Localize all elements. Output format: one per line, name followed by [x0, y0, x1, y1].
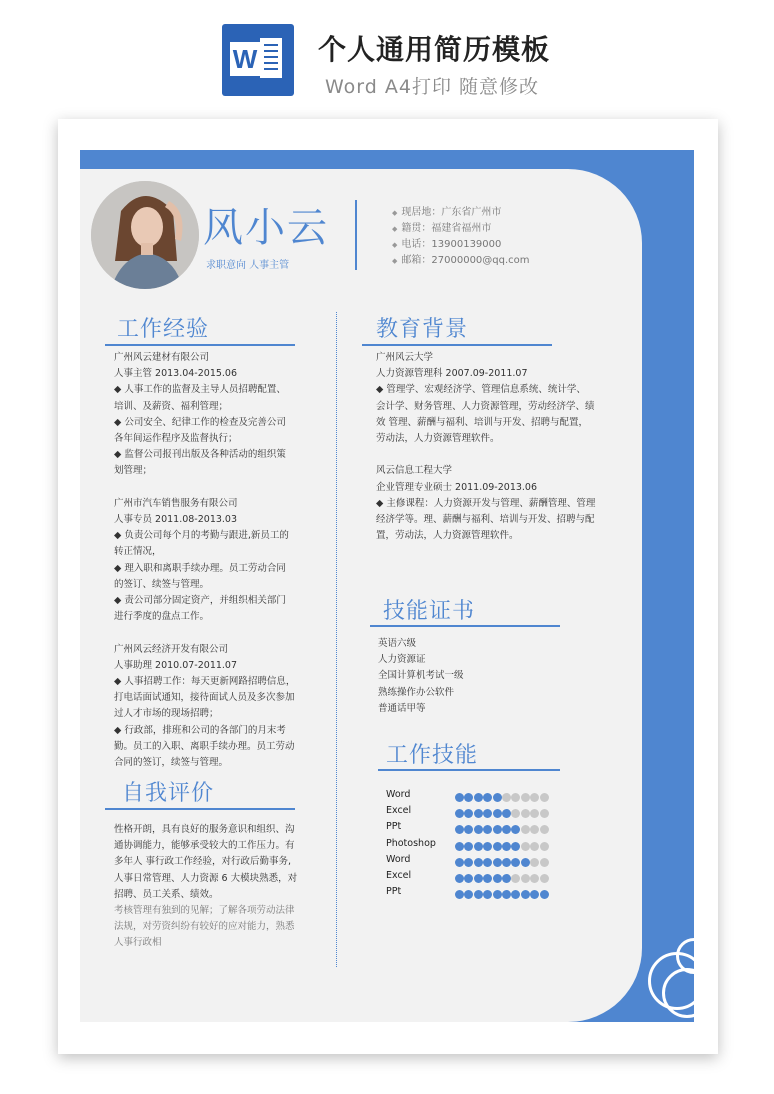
rating-dot-empty	[540, 874, 549, 883]
rating-dot-filled	[502, 874, 511, 883]
certs-content	[378, 636, 464, 717]
info-phone: ◆ 电话：13900139000	[392, 239, 502, 250]
rating-dot-empty	[540, 809, 549, 818]
page-title: 个人通用简历模板	[318, 33, 551, 66]
work-line: ◆ 负责公司每个月的考勤与跟进,新员工的	[114, 530, 289, 542]
skill-name: PPt	[386, 821, 402, 833]
self-eval-line-muted: 考核管理有独到的见解；了解各项劳动法律	[114, 905, 295, 917]
rating-dot-empty	[540, 793, 549, 802]
work-line: 的签订、续签与管理。	[114, 578, 210, 590]
certs-title: 技能证书	[383, 599, 476, 624]
rating-dot-empty	[540, 825, 549, 834]
rating-dot-filled	[474, 793, 483, 802]
rating-dot-empty	[521, 874, 530, 883]
rating-dot-filled	[474, 809, 483, 818]
education-line: 劳动法，人力资源管理软件。	[376, 433, 500, 445]
header-divider	[355, 200, 357, 270]
rating-dot-empty	[502, 793, 511, 802]
work-line: 广州风云经济开发有限公司	[114, 643, 229, 655]
work-line: 打电话面试通知，接待面试人员及多次参加	[114, 692, 295, 704]
work-line: ◆ 监督公司报刊出版及各种活动的组织策	[114, 449, 286, 461]
work-line: ◆ 理入职和离职手续办理。员工劳动合同	[114, 562, 286, 574]
rating-dot-empty	[521, 793, 530, 802]
work-line: ◆ 责公司部分固定资产，并组织相关部门	[114, 595, 286, 607]
rating-dot-filled	[455, 874, 464, 883]
self-eval-line-muted: 法规，对劳资纠纷有较好的应对能力，熟悉	[114, 921, 295, 933]
rating-dot-empty	[521, 809, 530, 818]
rating-dot-filled	[474, 842, 483, 851]
work-line: 广州市汽车销售服务有限公司	[114, 497, 238, 509]
page-subtitle: Word A4打印 随意修改	[325, 76, 540, 98]
rating-dot-filled	[474, 858, 483, 867]
self-eval-underline	[105, 808, 295, 810]
document-lines-icon	[260, 38, 282, 78]
word-logo-letter: W	[230, 42, 260, 76]
skill-name: PPt	[386, 886, 402, 898]
diamond-icon: ◆	[392, 257, 398, 265]
skill-name: Excel	[386, 805, 412, 817]
work-line: ◆ 行政部，排班和公司的各部门的月末考	[114, 724, 286, 736]
cert-item: 人力资源证	[378, 654, 426, 666]
education-content	[376, 350, 595, 544]
self-eval-line: 通协调能力，能够承受较大的工作压力。有	[114, 840, 295, 852]
cert-item: 普通话甲等	[378, 702, 426, 714]
education-line	[376, 447, 595, 463]
education-title: 教育背景	[376, 317, 469, 342]
work-line: 广州风云建材有限公司	[114, 352, 210, 363]
decor-ring-2	[662, 968, 712, 1018]
cert-item: 英语六级	[378, 638, 417, 649]
rating-dot-filled	[521, 858, 530, 867]
work-line: 人事专员 2011.08-2013.03	[114, 514, 238, 526]
education-line: 企业管理专业硕士 2011.09-2013.06	[376, 481, 538, 493]
word-logo-icon	[222, 24, 294, 96]
skills-underline	[378, 769, 560, 771]
work-line	[114, 480, 295, 496]
diamond-icon: ◆	[392, 225, 398, 233]
work-title-underline	[105, 344, 295, 346]
rating-dot-filled	[455, 842, 464, 851]
rating-dot-empty	[540, 858, 549, 867]
education-line: 人力资源管理科 2007.09-2011.07	[376, 368, 528, 380]
rating-dot-empty	[540, 842, 549, 851]
skill-name: Word	[386, 789, 411, 800]
work-line: 人事助理 2010.07-2011.07	[114, 659, 238, 671]
rating-dot-filled	[493, 858, 502, 867]
work-line: ◆ 公司安全、纪律工作的检查及完善公司	[114, 416, 286, 428]
rating-dot-filled	[521, 890, 530, 899]
education-line: 广州风云大学	[376, 352, 434, 363]
rating-dot-empty	[530, 842, 539, 851]
work-content	[114, 350, 295, 771]
rating-dot-filled	[540, 890, 549, 899]
skill-name: Word	[386, 853, 411, 865]
rating-dot-filled	[455, 793, 464, 802]
work-line: 勤。员工的入职、离职手续办理。员工劳动	[114, 740, 295, 752]
rating-dot-empty	[521, 842, 530, 851]
self-eval-line: 性格开朗，具有良好的服务意识和组织、沟	[114, 824, 295, 835]
info-address: ◆ 现居地：广东省广州市	[392, 207, 502, 218]
rating-dot-filled	[493, 874, 502, 883]
cert-item: 全国计算机考试一级	[378, 670, 464, 682]
education-line: 经济学等。理、薪酬与福利、培训与开发、招聘与配	[376, 514, 595, 526]
info-hometown: ◆ 籍贯：福建省福州市	[392, 223, 492, 234]
work-title: 工作经验	[117, 317, 210, 342]
rating-dot-filled	[455, 858, 464, 867]
skill-name: Photoshop	[386, 837, 436, 849]
rating-dot-filled	[464, 842, 473, 851]
education-line: 会计学、财务管理、人力资源管理，劳动经济学、绩	[376, 400, 595, 412]
education-line: 效 管理、薪酬与福利、培训与开发、招聘与配置，	[376, 416, 589, 428]
rating-dot-filled	[493, 809, 502, 818]
self-eval-title: 自我评价	[122, 781, 215, 806]
portrait-illustration	[91, 181, 199, 289]
self-eval-line: 多年人 事行政工作经验，对行政后勤事务,	[114, 856, 292, 868]
portrait-photo	[91, 181, 199, 289]
rating-dot-filled	[493, 825, 502, 834]
rating-dot-filled	[474, 874, 483, 883]
work-line: 合同的签订，续签与管理。	[114, 757, 229, 769]
column-divider	[336, 312, 337, 967]
education-line: 置，劳动法，人力资源管理软件。	[376, 530, 519, 542]
rating-dot-filled	[511, 842, 520, 851]
work-line: 培训、及薪资、福利管理；	[114, 400, 229, 412]
work-line: ◆ 人事招聘工作：每天更新网路招聘信息，	[114, 676, 296, 688]
self-eval-line: 人事日常管理、人力资源 6 大模块熟悉，对	[114, 872, 298, 884]
info-email: ◆ 邮箱：27000000@qq.com	[392, 255, 530, 266]
rating-dot-filled	[474, 890, 483, 899]
education-line: ◆ 管理学、宏观经济学、管理信息系统、统计学、	[376, 384, 586, 396]
candidate-name: 风小云	[203, 205, 329, 251]
diamond-icon: ◆	[392, 241, 398, 249]
work-line: 人事主管 2013.04-2015.06	[114, 368, 238, 380]
rating-dot-filled	[493, 890, 502, 899]
work-line: 转正情况，	[114, 546, 162, 558]
rating-dot-filled	[502, 858, 511, 867]
education-line: ◆ 主修课程：人力资源开发与管理、薪酬管理、管理	[376, 497, 596, 509]
rating-dot-filled	[493, 793, 502, 802]
work-line	[114, 625, 295, 641]
self-eval-line: 招聘、员工关系、绩效。	[114, 888, 219, 900]
work-line: ◆ 人事工作的监督及主导人员招聘配置、	[114, 384, 286, 396]
self-eval-content	[114, 822, 297, 952]
education-underline	[362, 344, 552, 346]
education-line: 风云信息工程大学	[376, 465, 453, 477]
decor-ring-3	[676, 938, 712, 974]
rating-dot-empty	[530, 858, 539, 867]
rating-dot-filled	[483, 842, 492, 851]
certs-underline	[370, 625, 560, 627]
work-line: 过人才市场的现场招聘；	[114, 708, 219, 720]
rating-dot-filled	[483, 858, 492, 867]
self-eval-line-muted: 人事行政相	[114, 937, 162, 949]
skills-title: 工作技能	[386, 743, 479, 768]
job-intent: 求职意向 人事主管	[206, 260, 290, 271]
cert-item: 熟练操作办公软件	[378, 686, 455, 698]
rating-dot-filled	[502, 842, 511, 851]
work-line: 各年间运作程序及监督执行；	[114, 433, 238, 445]
skill-name: Excel	[386, 870, 412, 881]
work-line: 进行季度的盘点工作。	[114, 611, 210, 623]
diamond-icon: ◆	[392, 209, 398, 217]
rating-dot-filled	[493, 842, 502, 851]
work-line: 划管理；	[114, 465, 153, 477]
